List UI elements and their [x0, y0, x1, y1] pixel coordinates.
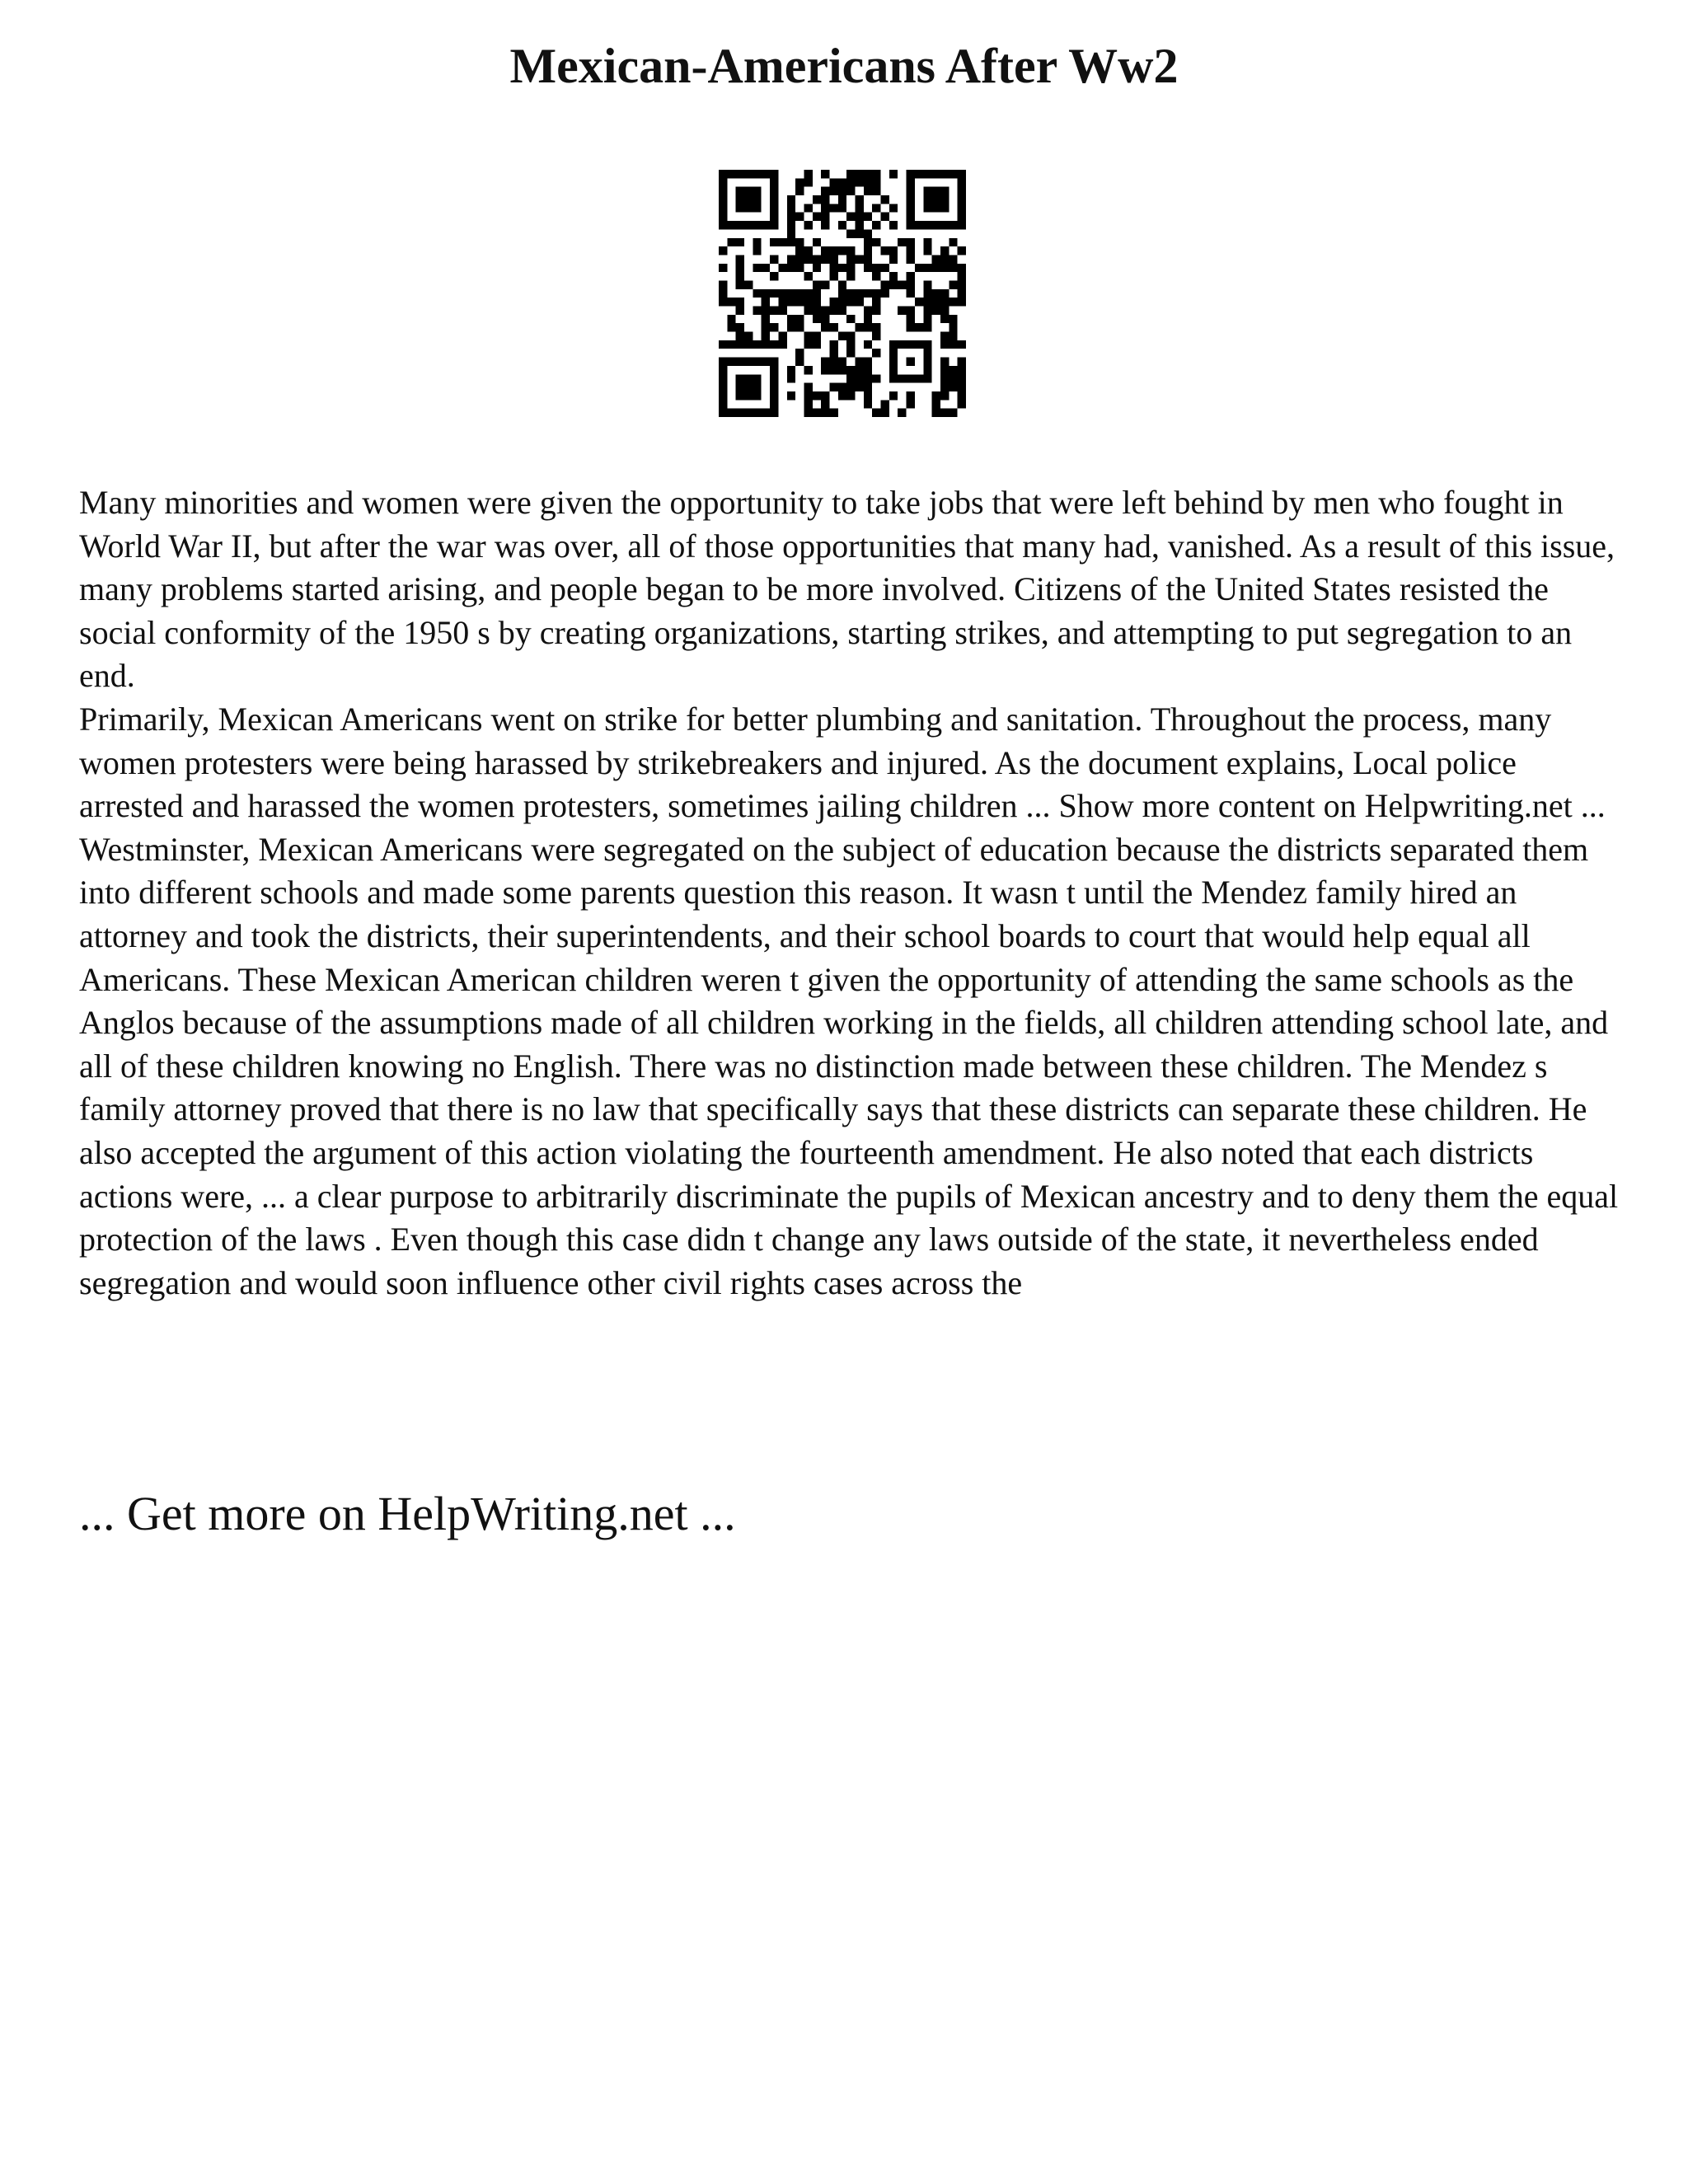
paragraph-3: Westminster, Mexican Americans were segregated on the subject of education because the districts separated them into different schools and made some parents question this reason. It wasn t until the Mendez family hired an attorney and took the districts, their superintendents, and their school boards to court that would help equal all Americans. These Mexican American children weren t given the opportunity of attending the same schools as the Anglos because of the assumptions made of all children working in the fields, all children attending school late, and all of these children knowing no English. There was no distinction made between these children. The Mendez s family attorney proved that there is no law that specifically says that these districts can separate these children. He also accepted the argument of this action violating the fourteenth amendment. He also noted that each districts actions were, ... a clear purpose to arbitrarily discriminate the pupils of Mexican ancestry and to deny them the equal protection of the laws . Even though this case didn t change any laws outside of the state, it nevertheless ended segregation and would soon influence other civil rights cases across the — [79, 830, 1619, 1301]
qr-code-graphic — [719, 170, 966, 417]
article-body — [79, 481, 1629, 1305]
paragraph-1: Many minorities and women were given the opportunity to take jobs that were left behind by men who fought in World War II, but after the war was over, all of those opportunities that many had, vanished. As a result of this issue, many problems started arising, and people began to be more involved. Citizens of the United States resisted the social conformity of the 1950 s by creating organizations, starting strikes, and attempting to put segregation to an end. — [79, 484, 1615, 695]
get-more-link[interactable]: ... Get more on HelpWriting.net ... — [79, 1487, 736, 1540]
qr-code-icon — [719, 170, 966, 417]
page-title: Mexican-Americans After Ww2 — [509, 39, 1179, 93]
paragraph-2: Primarily, Mexican Americans went on strike for better plumbing and sanitation. Throughout the process, many women protesters were being harassed by strikebreakers and injured. As the document explains, Local police arrested and harassed the women protesters, sometimes jailing children ... Show more content on Helpwriting.net ... — [79, 700, 1606, 825]
